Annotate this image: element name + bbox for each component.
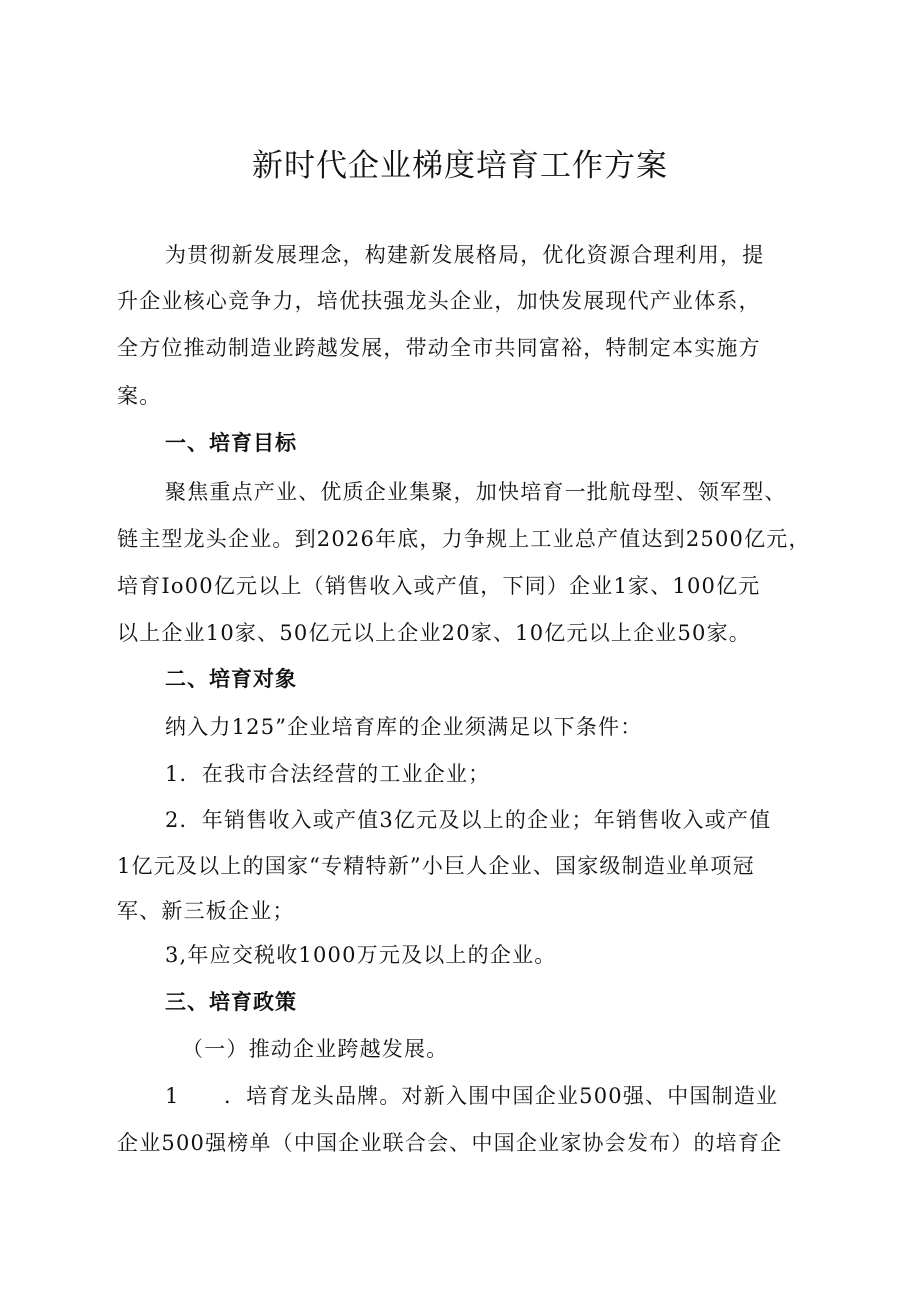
goals-line-3: 培育Io00亿元以上（销售收入或产值，下同）企业1家、100亿元 [117, 574, 761, 598]
intro-line-2: 升企业核心竞争力，培优扶强龙头企业，加快发展现代产业体系， [117, 289, 761, 313]
section-heading-goals: 一、培育目标 [165, 431, 297, 455]
goals-line-1: 聚焦重点产业、优质企业集聚，加快培育一批航母型、领军型、 [165, 480, 787, 504]
goals-line-4: 以上企业10家、50亿元以上企业20家、10亿元以上企业50家。 [117, 621, 752, 645]
document-title: 新时代企业梯度培育工作方案 [252, 148, 668, 184]
targets-item-1: 1．在我市合法经营的工业企业； [165, 762, 491, 786]
goals-line-2: 链主型龙头企业。到2026年底，力争规上工业总产值达到2500亿元， [117, 527, 811, 551]
targets-line-1: 纳入力125”企业培育库的企业须满足以下条件： [165, 715, 643, 739]
targets-item-2-line-2: 1亿元及以上的国家“专精特新”小巨人企业、国家级制造业单项冠 [117, 854, 755, 878]
section-heading-policies: 三、培育政策 [165, 990, 297, 1014]
intro-line-4: 案。 [117, 384, 162, 408]
targets-item-3: 3,年应交税收1000万元及以上的企业。 [165, 943, 557, 967]
policies-item-1-line-2: 企业500强榜单（中国企业联合会、中国企业家协会发布）的培育企 [117, 1131, 783, 1155]
intro-line-1: 为贯彻新发展理念，构建新发展格局，优化资源合理利用，提 [165, 243, 765, 267]
policies-item-1-line-1: 1 ．培育龙头品牌。对新入围中国企业500强、中国制造业 [165, 1084, 779, 1108]
policies-subheading-1: （一）推动企业跨越发展。 [182, 1037, 449, 1061]
targets-item-2-line-3: 军、新三板企业； [117, 899, 295, 923]
targets-item-2-line-1: 2．年销售收入或产值3亿元及以上的企业；年销售收入或产值 [165, 808, 772, 832]
intro-line-3: 全方位推动制造业跨越发展，带动全市共同富裕，特制定本实施方 [117, 336, 761, 360]
section-heading-targets: 二、培育对象 [165, 667, 297, 691]
